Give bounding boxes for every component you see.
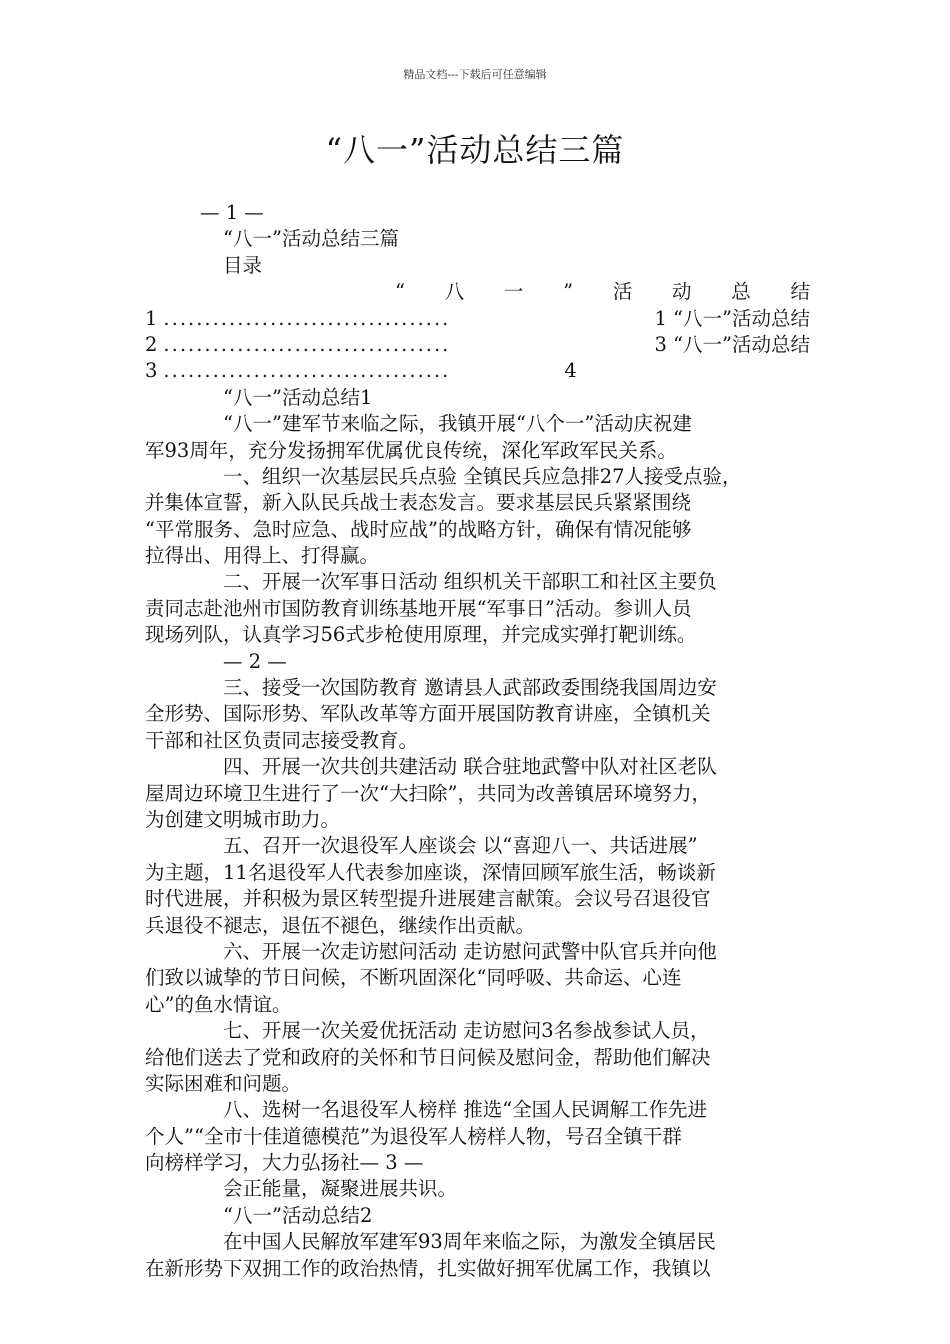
toc-row-number: 1	[145, 306, 158, 330]
toc-char: 总	[731, 280, 751, 304]
paragraph-line: 八、选树一名退役军人榜样 推选“全国人民调解工作先进	[223, 1098, 708, 1122]
paragraph-line: 责同志赴池州市国防教育训练基地开展“军事日”活动。参训人员	[145, 596, 692, 620]
paragraph-line: 军93周年，充分发扬拥军优属优良传统，深化军政军民关系。	[145, 438, 677, 462]
toc-char: ”	[563, 280, 574, 304]
paragraph-line: 在新形势下双拥工作的政治热情，扎实做好拥军优属工作，我镇以	[145, 1256, 711, 1280]
paragraph-line: 个人”“全市十佳道德模范”为退役军人榜样人物，号召全镇干群	[145, 1124, 682, 1148]
paragraph-line: 给他们送去了党和政府的关怀和节日问候及慰问金，帮助他们解决	[145, 1045, 711, 1069]
section-heading: “八一”活动总结2	[223, 1203, 373, 1227]
paragraph-line: 拉得出、用得上、打得赢。	[145, 544, 380, 568]
toc-row[interactable]	[145, 358, 810, 384]
toc-row-target: 4	[564, 359, 577, 383]
paragraph-line: 实际困难和问题。	[145, 1071, 302, 1095]
toc-char: 结	[790, 280, 810, 304]
toc-char: 八	[444, 280, 465, 304]
paragraph-line: 二、开展一次军事日活动 组织机关干部职工和社区主要负	[223, 570, 717, 594]
paragraph-line: 并集体宣誓，新入队民兵战士表态发言。要求基层民兵紧紧围绕	[145, 491, 692, 515]
paragraph-line: 在中国人民解放军建军93周年来临之际，为激发全镇居民	[223, 1230, 716, 1254]
paragraph-line: 为创建文明城市助力。	[145, 807, 341, 831]
paragraph-line: 四、开展一次共创共建活动 联合驻地武警中队对社区老队	[223, 755, 717, 779]
toc-row-target: 1 “八一”活动总结	[654, 306, 810, 330]
document-title: “八一”活动总结三篇	[325, 131, 625, 169]
subtitle: “八一”活动总结三篇	[223, 227, 399, 251]
toc-char: 动	[672, 280, 692, 304]
paragraph-line: 为主题，11名退役军人代表参加座谈，深情回顾军旅生活，畅谈新	[145, 860, 716, 884]
paragraph-line: 心”的鱼水情谊。	[145, 992, 292, 1016]
toc-leader-dots: ...................................	[163, 359, 451, 383]
document-body	[145, 200, 810, 1282]
paragraph-line: 三、接受一次国防教育 邀请县人武部政委围绕我国周边安	[223, 676, 717, 700]
paragraph-line: 全形势、国际形势、军队改革等方面开展国防教育讲座，全镇机关	[145, 702, 711, 726]
paragraph-line: 会正能量，凝聚进展共识。	[223, 1177, 458, 1201]
paragraph-line: 现场列队，认真学习56式步枪使用原理，并完成实弹打靶训练。	[145, 623, 697, 647]
paragraph-line: “八一”建军节来临之际，我镇开展“八个一”活动庆祝建	[223, 412, 692, 436]
paragraph-line: 七、开展一次关爱优抚活动 走访慰问3名参战参试人员，	[223, 1019, 710, 1043]
toc-row[interactable]	[145, 332, 810, 358]
page-marker: — 1 —	[200, 201, 264, 224]
paragraph-line: 五、召开一次退役军人座谈会 以“喜迎八一、共话进展”	[223, 834, 698, 858]
toc-char: “	[395, 280, 405, 304]
section-heading: “八一”活动总结1	[223, 385, 373, 409]
toc-char: 一	[503, 280, 524, 304]
paragraph-line: 六、开展一次走访慰问活动 走访慰问武警中队官兵并向他	[223, 939, 717, 963]
paragraph-line: 们致以诚挚的节日问候，不断巩固深化“同呼吸、共命运、心连	[145, 966, 682, 990]
toc-entry-title	[145, 279, 810, 305]
page-header: 精品文档---下载后可任意编辑	[403, 68, 547, 81]
page-marker: — 2 —	[223, 649, 287, 673]
toc-leader-dots: ...................................	[163, 306, 451, 330]
toc-leader-dots: ...................................	[163, 332, 451, 356]
paragraph-line: 屋周边环境卫生进行了一次“大扫除”，共同为改善镇居环境努力，	[145, 781, 711, 805]
page-marker: — 3 —	[359, 1151, 424, 1175]
toc-char: 活	[612, 280, 633, 304]
paragraph-line: “平常服务、急时应急、战时应战”的战略方针，确保有情况能够	[145, 517, 692, 541]
paragraph-line: 兵退役不褪志，退伍不褪色，继续作出贡献。	[145, 913, 536, 937]
toc-row-number: 3	[145, 359, 158, 383]
toc-heading: 目录	[223, 253, 263, 277]
toc-row-number: 2	[145, 332, 158, 356]
toc-row-target: 3 “八一”活动总结	[654, 332, 810, 356]
paragraph-line: 干部和社区负责同志接受教育。	[145, 728, 419, 752]
paragraph-fragment: 向榜样学习，大力弘扬社	[145, 1151, 360, 1175]
paragraph-line: 时代进展，并积极为景区转型提升进展建言献策。会议号召退役官	[145, 887, 711, 911]
paragraph-line: 一、组织一次基层民兵点验 全镇民兵应急排27人接受点验，	[223, 464, 742, 488]
toc-row[interactable]	[145, 306, 810, 332]
paragraph-line	[145, 1150, 810, 1176]
